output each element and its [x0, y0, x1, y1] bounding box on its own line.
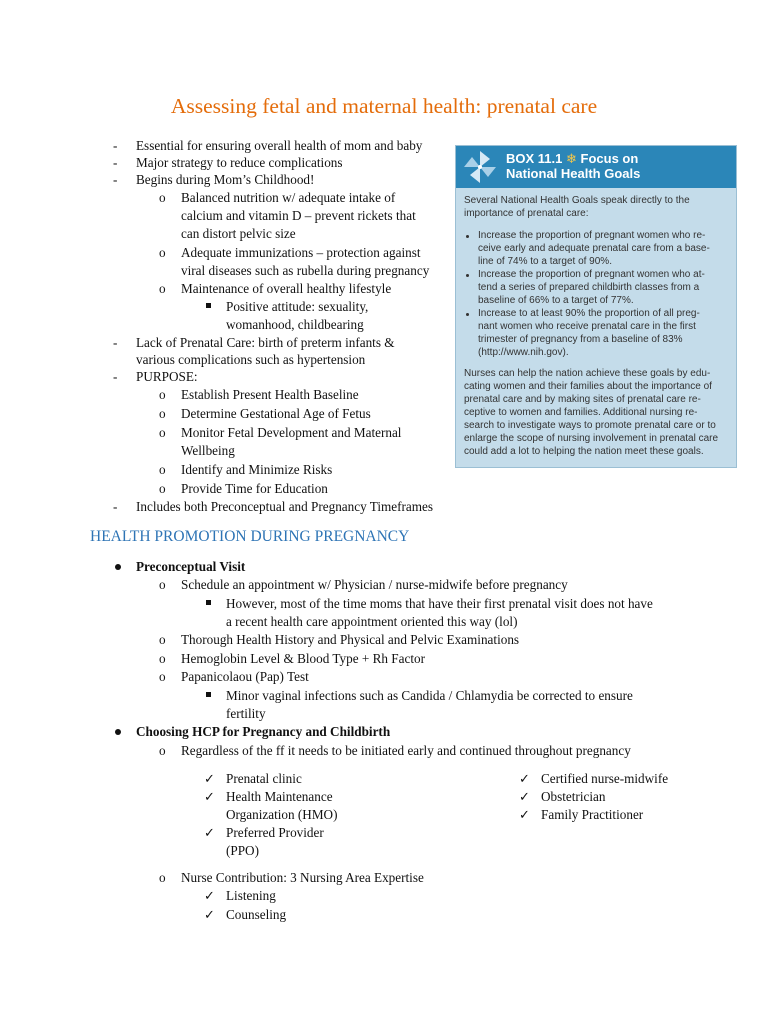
square-bullet: [206, 692, 211, 697]
check-icon: ✓: [204, 771, 216, 786]
check-icon: ✓: [204, 907, 216, 922]
list-item: a recent health care appointment oriented this way (lol): [226, 614, 518, 629]
box-text: Increase the proportion of pregnant women who at-: [478, 269, 705, 280]
box-text: importance of prenatal care:: [464, 208, 589, 219]
list-item: Balanced nutrition w/ adequate intake of: [181, 190, 396, 205]
square-bullet: [206, 600, 211, 605]
section-heading: HEALTH PROMOTION DURING PREGNANCY: [90, 528, 410, 545]
circle-marker: o: [159, 870, 166, 885]
list-item: Choosing HCP for Pregnancy and Childbirth: [136, 724, 391, 739]
circle-marker: o: [159, 190, 166, 205]
list-item: various complications such as hypertension: [136, 352, 366, 367]
box-text: ceptive to women and families. Additional nursing re-: [464, 407, 698, 418]
list-item: Wellbeing: [181, 443, 235, 458]
dash-marker: -: [113, 138, 118, 153]
list-item: Counseling: [226, 907, 287, 922]
circle-marker: o: [159, 425, 166, 440]
list-item: PURPOSE:: [136, 369, 198, 384]
round-bullet: [115, 729, 121, 735]
check-icon: ✓: [204, 888, 216, 903]
check-icon: ✓: [204, 825, 216, 840]
list-item: Hemoglobin Level & Blood Type + Rh Factor: [181, 651, 425, 666]
box-text: Increase the proportion of pregnant women who re-: [478, 230, 706, 241]
list-item: viral diseases such as rubella during pregnancy: [181, 263, 430, 278]
list-item: Includes both Preconceptual and Pregnancy Timeframes: [136, 499, 434, 514]
circle-marker: o: [159, 669, 166, 684]
box-text: Several National Health Goals speak directly to the: [464, 195, 690, 206]
box-text: search to investigate ways to promote prenatal care or to: [464, 420, 716, 431]
box-text: enlarge the scope of nursing involvement in prenatal care: [464, 433, 719, 444]
focus-box-title: [506, 151, 638, 167]
list-item: Preconceptual Visit: [136, 559, 246, 574]
check-icon: ✓: [204, 789, 216, 804]
list-item: Major strategy to reduce complications: [136, 155, 343, 170]
list-item: Adequate immunizations – protection against: [181, 245, 421, 260]
list-item: Provide Time for Education: [181, 481, 328, 496]
list-item: (PPO): [226, 843, 259, 858]
list-item: Certified nurse-midwife: [541, 771, 669, 786]
box-text: prenatal care and by making sites of prenatal care re-: [464, 394, 701, 405]
box-text: could add a lot to helping the nation meet these goals.: [464, 446, 704, 457]
list-item: Organization (HMO): [226, 807, 338, 822]
box-text: line of 74% to a target of 90%.: [478, 256, 612, 267]
box-text: Nurses can help the nation achieve these goals by edu-: [464, 368, 711, 379]
circle-marker: o: [159, 281, 166, 296]
circle-marker: o: [159, 462, 166, 477]
list-item: Schedule an appointment w/ Physician / nurse-midwife before pregnancy: [181, 577, 568, 592]
box-text: baseline of 66% to a target of 77%.: [478, 295, 634, 306]
list-item: Obstetrician: [541, 789, 606, 804]
list-item: Health Maintenance: [226, 789, 333, 804]
list-item: Identify and Minimize Risks: [181, 462, 333, 477]
page-title: Assessing fetal and maternal health: prenatal care: [170, 94, 598, 118]
list-item: Family Practitioner: [541, 807, 644, 822]
list-item: womanhood, childbearing: [226, 317, 364, 332]
box-text: nant women who receive prenatal care in the first: [478, 321, 696, 332]
box-text: ceive early and adequate prenatal care from a base-: [478, 243, 710, 254]
dash-marker: -: [113, 155, 118, 170]
list-item: can distort pelvic size: [181, 226, 296, 241]
list-item: Lack of Prenatal Care: birth of preterm infants &: [136, 335, 395, 350]
list-item: fertility: [226, 706, 266, 721]
dash-marker: -: [113, 369, 118, 384]
list-item: Essential for ensuring overall health of mom and baby: [136, 138, 423, 153]
circle-marker: o: [159, 406, 166, 421]
circle-marker: o: [159, 387, 166, 402]
check-icon: ✓: [519, 807, 531, 822]
circle-marker: o: [159, 245, 166, 260]
list-item: Nurse Contribution: 3 Nursing Area Expertise: [181, 870, 424, 885]
box-text: cating women and their families about the importance of: [464, 381, 712, 392]
circle-marker: o: [159, 577, 166, 592]
dash-marker: -: [113, 172, 118, 187]
list-item: Determine Gestational Age of Fetus: [181, 406, 371, 421]
focus-box-subtitle: National Health Goals: [506, 166, 641, 181]
box-text: (http://www.nih.gov).: [478, 347, 569, 358]
list-item: Prenatal clinic: [226, 771, 302, 786]
box-label: BOX 11.1: [506, 151, 563, 166]
circle-marker: o: [159, 651, 166, 666]
list-item: However, most of the time moms that have their first prenatal visit does not have: [226, 596, 653, 611]
circle-marker: o: [159, 743, 166, 758]
list-item: Regardless of the ff it needs to be initiated early and continued throughout pregnancy: [181, 743, 631, 758]
list-item: Minor vaginal infections such as Candida / Chlamydia be corrected to ensure: [226, 688, 633, 703]
list-item: Preferred Provider: [226, 825, 324, 840]
box-bullet: [466, 274, 469, 277]
list-item: Maintenance of overall healthy lifestyle: [181, 281, 392, 296]
list-item: Monitor Fetal Development and Maternal: [181, 425, 402, 440]
list-item: Papanicolaou (Pap) Test: [181, 669, 309, 684]
box-title-rest: Focus on: [580, 151, 639, 166]
round-bullet: [115, 564, 121, 570]
check-icon: ✓: [519, 789, 531, 804]
box-text: Increase to at least 90% the proportion of all preg-: [478, 308, 700, 319]
focus-box: [455, 145, 737, 468]
list-item: Positive attitude: sexuality,: [226, 299, 369, 314]
circle-marker: o: [159, 632, 166, 647]
list-item: Listening: [226, 888, 276, 903]
box-text: tend a series of prepared childbirth classes from a: [478, 282, 700, 293]
list-item: calcium and vitamin D – prevent rickets that: [181, 208, 416, 223]
list-item: Begins during Mom’s Childhood!: [136, 172, 315, 187]
list-item: Thorough Health History and Physical and Pelvic Examinations: [181, 632, 520, 647]
list-item: Establish Present Health Baseline: [181, 387, 359, 402]
circle-marker: o: [159, 481, 166, 496]
dash-marker: -: [113, 335, 118, 350]
square-bullet: [206, 303, 211, 308]
box-bullet: [466, 235, 469, 238]
check-icon: ✓: [519, 771, 531, 786]
box-text: trimester of pregnancy from a baseline of 83%: [478, 334, 683, 345]
focus-box-header: [456, 146, 736, 188]
dash-marker: -: [113, 499, 118, 514]
snowflake-icon: ❄: [566, 151, 577, 166]
box-bullet: [466, 313, 469, 316]
pinwheel-icon: [462, 149, 498, 185]
